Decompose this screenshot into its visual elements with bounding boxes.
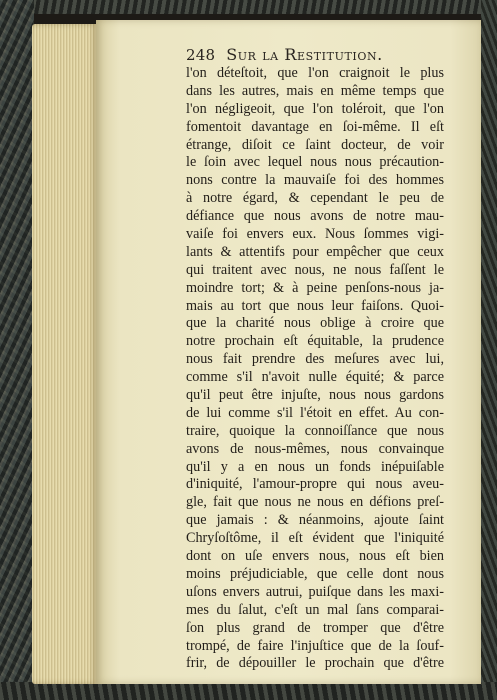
text-line: gle, fait que nous ne nous en défions preſ- (186, 494, 444, 511)
text-line: nons contre la mauvaiſe foi des hommes (186, 172, 444, 189)
text-line: frir, de dépouiller le prochain que d'être (186, 655, 444, 672)
text-line: traire, quoique la connoiſſance que nous (186, 422, 444, 439)
running-title: Sur la Restitution. (226, 45, 383, 64)
page-number: 248 (186, 46, 216, 64)
text-line: uſons envers autrui, puiſque dans les maxi- (186, 583, 444, 600)
text-line: moindre tort; & à peine penſons-nous ja- (186, 279, 444, 296)
book-cover-left (0, 0, 34, 700)
text-line: à notre égard, & cependant le peu de (186, 190, 444, 207)
text-line: fomentoit davantage en ſoi-même. Il eſt (186, 118, 444, 135)
text-line: notre prochain eſt équitable, la prudence (186, 333, 444, 350)
text-line: comme s'il n'avoit nulle équité; & parce (186, 369, 444, 386)
text-line: qui traitent avec nous, ne nous faſſent le (186, 261, 444, 278)
text-line: mes du ſalut, c'eſt un mal ſans comparai- (186, 601, 444, 618)
text-line: mais au tort que nous leur faiſons. Quoi- (186, 297, 444, 314)
text-line: nous fait prendre des meſures avec lui, (186, 351, 444, 368)
book-cover-top (0, 0, 497, 14)
text-line: le ſoin avec lequel nous nous précaution- (186, 154, 444, 171)
text-line: moins préjudiciable, que celle dont nous (186, 565, 444, 582)
text-line: vaiſe foi envers eux. Nous ſommes vigi- (186, 226, 444, 243)
text-line: lants & attentifs pour empêcher que ceux (186, 243, 444, 260)
text-line: Chryſoſtôme, il eſt évident que l'iniquité (186, 530, 444, 547)
text-line: que jamais : & néanmoins, ajoute ſaint (186, 512, 444, 529)
running-header (186, 45, 383, 64)
text-line: qu'il y a en nous un fonds inépuiſable (186, 458, 444, 475)
text-line: dans les autres, mais en même temps que (186, 82, 444, 99)
text-line: l'on déteſtoit, que l'on craignoit le plus (186, 65, 444, 81)
text-line: trompé, de faire l'injuſtice que de la ſouf- (186, 637, 444, 654)
text-line: de lui comme s'il l'étoit en effet. Au con- (186, 404, 444, 421)
text-line: ſon plus grand de tromper que d'être (186, 619, 444, 636)
text-line: d'iniquité, l'amour-propre qui nous aveu- (186, 476, 444, 493)
page-block-edges (32, 24, 98, 684)
book-cover-right (481, 0, 497, 700)
text-line: étrange, diſoit ce ſaint docteur, de voir (186, 136, 444, 153)
text-line: l'on négligeoit, que l'on toléroit, que l'on (186, 100, 444, 117)
text-line: qu'il peut être injuſte, nous nous gardons (186, 387, 444, 404)
book-cover-bottom (0, 682, 497, 700)
text-line: dont on uſe envers nous, nous eſt bien (186, 548, 444, 565)
text-line: défiance que nous avons de notre mau- (186, 208, 444, 225)
body-text (186, 65, 444, 673)
text-line: que la charité nous oblige à croire que (186, 315, 444, 332)
text-line: avons de nous-mêmes, nous convainque (186, 440, 444, 457)
